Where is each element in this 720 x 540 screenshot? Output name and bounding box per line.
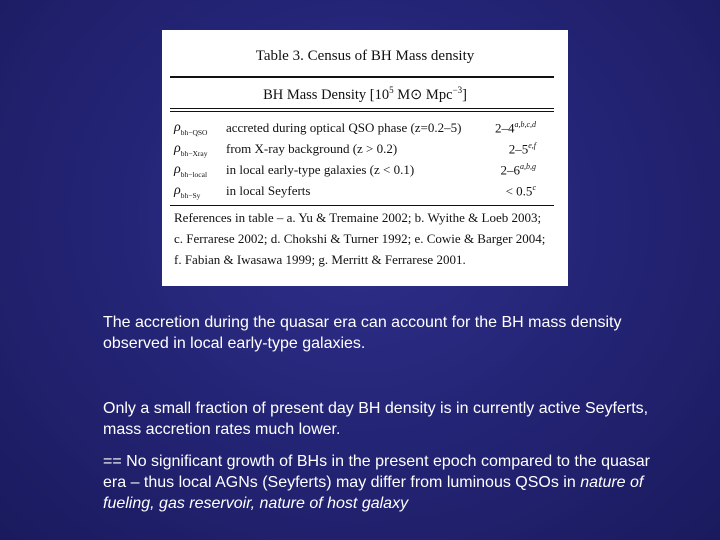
- table-row: $\rho_{bh-Sy}$ in local Seyferts < 0.5$^c$: [174, 183, 536, 200]
- table-row: $\rho_{bh-QSO}$ accreted during optical QSO phase (z=0.2–5) 2–4$^{a,b,c,d}$: [174, 120, 536, 137]
- table-rule-mid: [170, 108, 554, 109]
- table-title: Table 3. Census of BH Mass density: [255, 48, 475, 64]
- table-column-header: BH Mass Density [$10^5$ M⊙ Mpc$^{-3}$]: [263, 85, 467, 103]
- table-rule-bottom: [170, 205, 554, 206]
- table-rule-mid-2: [170, 111, 554, 112]
- table-row: $\rho_{bh-Xray}$ from X-ray background (z > 0.2) 2–5$^{e,f}$: [174, 141, 536, 158]
- paragraph-seyfert-fraction: Only a small fraction of present day BH density is in currently active Seyferts, mass accretion rates much lower.: [103, 400, 649, 438]
- paragraph-no-significant-growth: == No significant growth of BHs in the present epoch compared to the quasar era – thus local AGNs (Seyferts) may differ from luminous QSOs in nature of fueling, gas reservoir, nature of host galaxy: [103, 453, 650, 512]
- paragraph-quasar-accretion: The accretion during the quasar era can account for the BH mass density observed in local early-type galaxies.: [103, 314, 622, 352]
- table-row: $\rho_{bh-local}$ in local early-type galaxies (z < 0.1) 2–6$^{a,b,g}$: [174, 162, 536, 179]
- table-rule-top: [170, 76, 554, 78]
- bh-density-table-image: [162, 30, 568, 286]
- table-references: References in table – a. Yu & Tremaine 2002; b. Wyithe & Loeb 2003; c. Ferrarese 2002; d. Chokshi & Turner 1992; e. Cowie & Barger 2004; f. Fabian & Iwasawa 1999; g. Merritt & Ferrarese 2001.: [174, 210, 546, 267]
